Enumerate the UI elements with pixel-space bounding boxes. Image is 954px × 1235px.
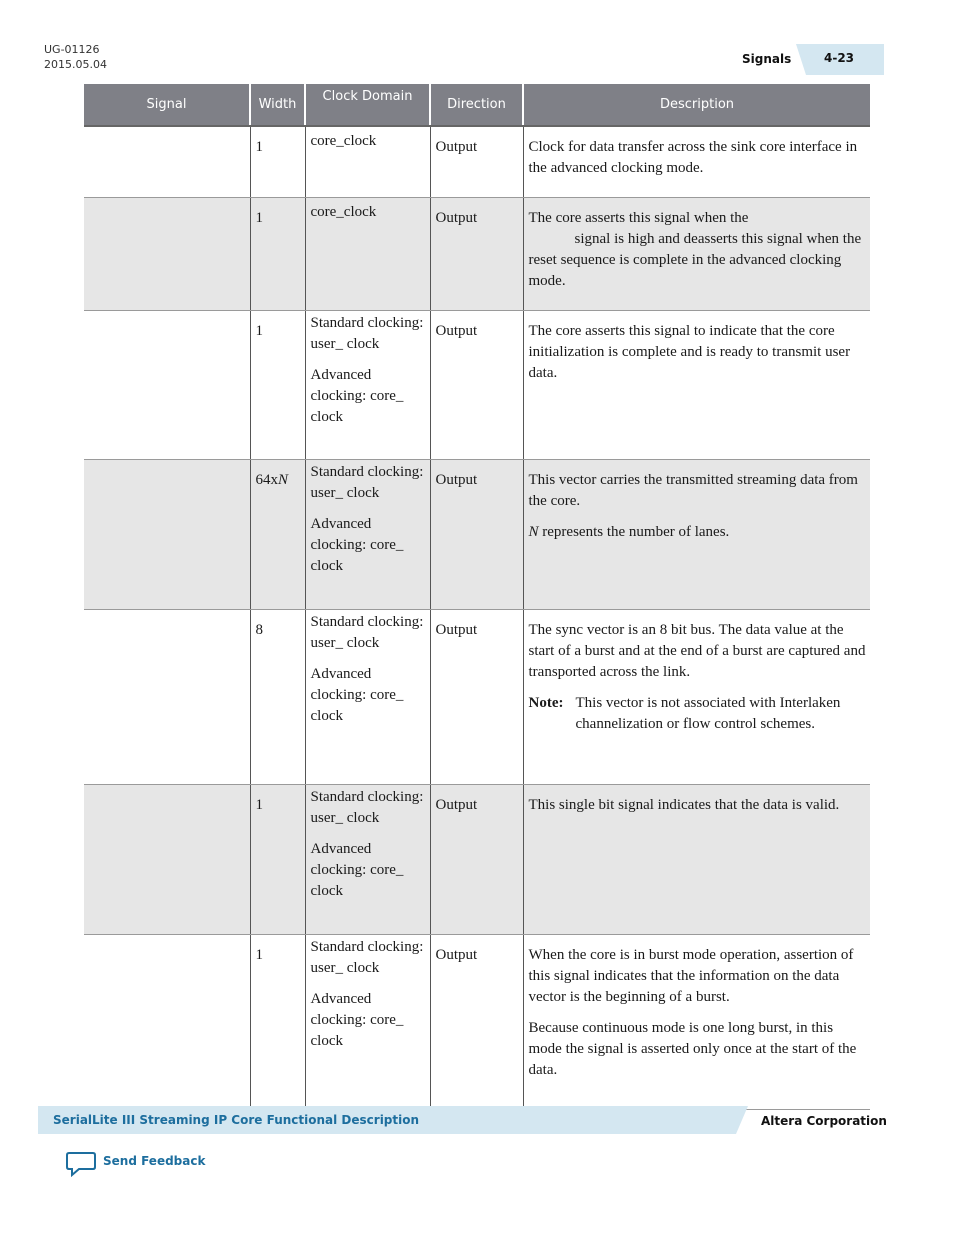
signals-table — [84, 84, 870, 1110]
table-row — [84, 311, 870, 460]
doc-number: UG-01126 — [44, 43, 100, 56]
clock-domain-text: core_clock — [310, 204, 377, 220]
clock-domain-cell — [305, 198, 430, 311]
description-cell — [523, 935, 870, 1110]
clock-domain-cell — [305, 935, 430, 1110]
send-feedback-link[interactable]: Send Feedback — [103, 1154, 206, 1168]
speech-bubble-icon[interactable] — [66, 1151, 96, 1177]
direction-cell: Output — [430, 126, 523, 198]
clock-domain-cell — [305, 610, 430, 785]
table-row — [84, 610, 870, 785]
description-cell — [523, 311, 870, 460]
page-number: 4-23 — [823, 51, 855, 65]
description-text: The sync vector is an 8 bit bus. The data value at the start of a burst and at the end of a burst are captured and transported across the link. — [528, 622, 866, 680]
clock-domain-cell — [305, 126, 430, 198]
signal-cell — [84, 198, 250, 311]
width-cell: 1 — [250, 311, 305, 460]
table-row — [84, 935, 870, 1110]
description-variable-text: represents the number of lanes. — [538, 524, 730, 540]
column-header-direction: Direction — [430, 84, 523, 126]
description-text: The core asserts this signal when the — [528, 210, 749, 226]
width-cell: 1 — [250, 785, 305, 935]
footer-title: SerialLite III Streaming IP Core Functional Description — [53, 1113, 420, 1127]
column-header-clock-domain: Clock Domain — [305, 84, 430, 126]
section-title: Signals — [742, 52, 792, 66]
signal-cell — [84, 460, 250, 610]
table-header-row — [84, 84, 870, 126]
width-cell: 1 — [250, 935, 305, 1110]
clock-domain-standard: Standard clocking: user_ clock — [310, 614, 424, 651]
note-label: Note: — [528, 695, 564, 711]
signal-cell — [84, 610, 250, 785]
description-text-continued: signal is high and deasserts this signal when the reset sequence is complete in the advanced clocking mode. — [528, 231, 862, 289]
description-cell — [523, 460, 870, 610]
note — [529, 693, 867, 735]
width-cell: 1 — [250, 198, 305, 311]
direction-cell: Output — [430, 460, 523, 610]
signal-cell — [84, 935, 250, 1110]
note-text: This vector is not associated with Interlaken channelization or flow control schemes. — [575, 695, 841, 732]
column-header-width: Width — [250, 84, 305, 126]
signal-cell — [84, 785, 250, 935]
direction-cell: Output — [430, 198, 523, 311]
clock-domain-advanced: Advanced clocking: core_ clock — [310, 367, 404, 425]
clock-domain-standard: Standard clocking: user_ clock — [310, 939, 424, 976]
description-cell — [523, 610, 870, 785]
width-cell: 8 — [250, 610, 305, 785]
direction-cell: Output — [430, 311, 523, 460]
direction-cell: Output — [430, 610, 523, 785]
signal-cell — [84, 311, 250, 460]
description-cell — [523, 198, 870, 311]
direction-cell: Output — [430, 935, 523, 1110]
description-cell — [523, 126, 870, 198]
signal-cell — [84, 126, 250, 198]
clock-domain-advanced: Advanced clocking: core_ clock — [310, 516, 404, 574]
width-variable: N — [278, 472, 289, 488]
description-text: The core asserts this signal to indicate that the core initialization is complete and is ready to transmit user data. — [528, 323, 851, 381]
clock-domain-cell — [305, 785, 430, 935]
clock-domain-standard: Standard clocking: user_ clock — [310, 464, 424, 501]
doc-date: 2015.05.04 — [44, 58, 107, 71]
clock-domain-standard: Standard clocking: user_ clock — [310, 789, 424, 826]
description-text: Clock for data transfer across the sink core interface in the advanced clocking mode. — [528, 139, 858, 176]
clock-domain-cell — [305, 311, 430, 460]
table-row — [84, 126, 870, 198]
direction-cell: Output — [430, 785, 523, 935]
clock-domain-advanced: Advanced clocking: core_ clock — [310, 666, 404, 724]
clock-domain-advanced: Advanced clocking: core_ clock — [310, 991, 404, 1049]
description-text-second: Because continuous mode is one long burst, in this mode the signal is asserted only once at the start of the data. — [528, 1020, 857, 1078]
description-text: This single bit signal indicates that the data is valid. — [528, 797, 840, 813]
clock-domain-text: core_clock — [310, 133, 377, 149]
column-header-description: Description — [523, 84, 870, 126]
clock-domain-standard: Standard clocking: user_ clock — [310, 315, 424, 352]
column-header-signal: Signal — [84, 84, 250, 126]
description-text: This vector carries the transmitted streaming data from the core. — [528, 472, 858, 509]
doc-id — [44, 42, 107, 72]
description-text: When the core is in burst mode operation, assertion of this signal indicates that the information on the data vector is the beginning of a burst. — [528, 947, 854, 1005]
clock-domain-advanced: Advanced clocking: core_ clock — [310, 841, 404, 899]
table-row — [84, 785, 870, 935]
width-cell: 1 — [250, 126, 305, 198]
width-cell — [250, 460, 305, 610]
description-cell — [523, 785, 870, 935]
description-variable: N — [528, 524, 539, 540]
width-prefix: 64x — [255, 472, 278, 488]
footer-company: Altera Corporation — [761, 1114, 887, 1128]
table-row — [84, 198, 870, 311]
table-row — [84, 460, 870, 610]
clock-domain-cell — [305, 460, 430, 610]
